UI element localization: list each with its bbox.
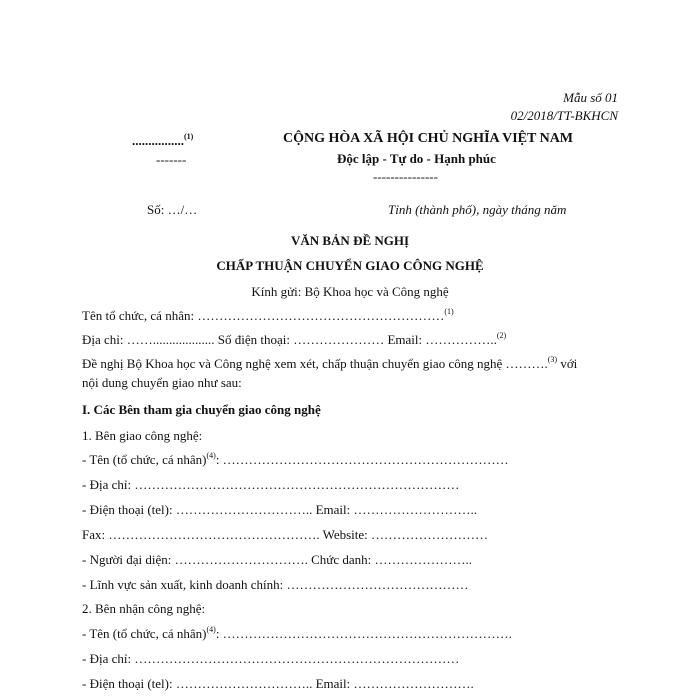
agency-footnote: (1) [184,132,194,141]
place-date-line: Tỉnh (thành phố), ngày tháng năm [388,202,567,217]
motto-divider: --------------- [373,169,438,184]
giver-name-label: - Tên (tổ chức, cá nhân) [82,452,207,467]
org-name-text: Tên tổ chức, cá nhân: ………………………………………………… [82,308,445,323]
request-text-end: với [557,356,578,371]
section-1-heading: I. Các Bên tham gia chuyển giao công nghệ [82,402,321,417]
org-name-footnote: (1) [444,307,454,316]
receiver-name-footnote: (4) [206,625,216,634]
request-footnote: (3) [547,355,558,364]
giver-name-line [82,452,509,468]
receiver-heading: 2. Bên nhận công nghệ: [82,601,206,616]
request-line [82,356,577,372]
org-name-line [82,308,454,324]
address-footnote: (2) [496,331,507,340]
request-text: Đề nghị Bộ Khoa học và Công nghệ xem xét, chấp thuận chuyển giao công nghệ ………. [82,356,548,371]
agency-dots: ................ [132,133,184,148]
address-line [82,332,506,348]
giver-address-line: - Địa chỉ: ………………………………………………………………… [82,477,460,492]
giver-name-dots: : ………………………………………………………… [215,452,509,467]
giver-representative-line: - Người đại diện: …………………………. Chức danh: ………………….. [82,552,472,567]
receiver-phone-email-line: - Điện thoại (tel): ………………………….. Email: ………………………. [82,676,474,691]
agency-name [132,133,193,149]
document-subtitle: CHẤP THUẬN CHUYỂN GIAO CÔNG NGHỆ [216,258,484,273]
receiver-name-label: - Tên (tổ chức, cá nhân) [82,626,207,641]
giver-fax-website-line: Fax: …………………………………………. Website: ……………………… [82,527,489,542]
receiver-address-line: - Địa chỉ: ………………………………………………………………… [82,651,460,666]
address-text: Địa chỉ: ……................... Số điện thoại: ………………… Email: …………….. [82,332,497,347]
addressee: Kính gửi: Bộ Khoa học và Công nghệ [251,284,449,299]
giver-business-field-line: - Lĩnh vực sản xuất, kinh doanh chính: …………………………………… [82,577,469,592]
country-name: CỘNG HÒA XÃ HỘI CHỦ NGHĨA VIỆT NAM [283,131,574,146]
receiver-name-dots: : …………………………………………………………. [215,626,512,641]
circular-code: 02/2018/TT-BKHCN [510,108,618,123]
receiver-name-line [82,626,512,642]
form-number: Mẫu số 01 [563,90,618,105]
giver-heading: 1. Bên giao công nghệ: [82,428,203,443]
document-title: VĂN BẢN ĐỀ NGHỊ [290,233,410,248]
giver-name-footnote: (4) [206,451,216,460]
agency-divider: ------- [156,152,187,167]
giver-phone-email-line: - Điện thoại (tel): ………………………….. Email: ……………………….. [82,502,478,517]
national-motto: Độc lập - Tự do - Hạnh phúc [337,151,496,166]
request-line-continued: nội dung chuyển giao như sau: [82,375,242,390]
document-number: Số: …/… [147,202,198,217]
